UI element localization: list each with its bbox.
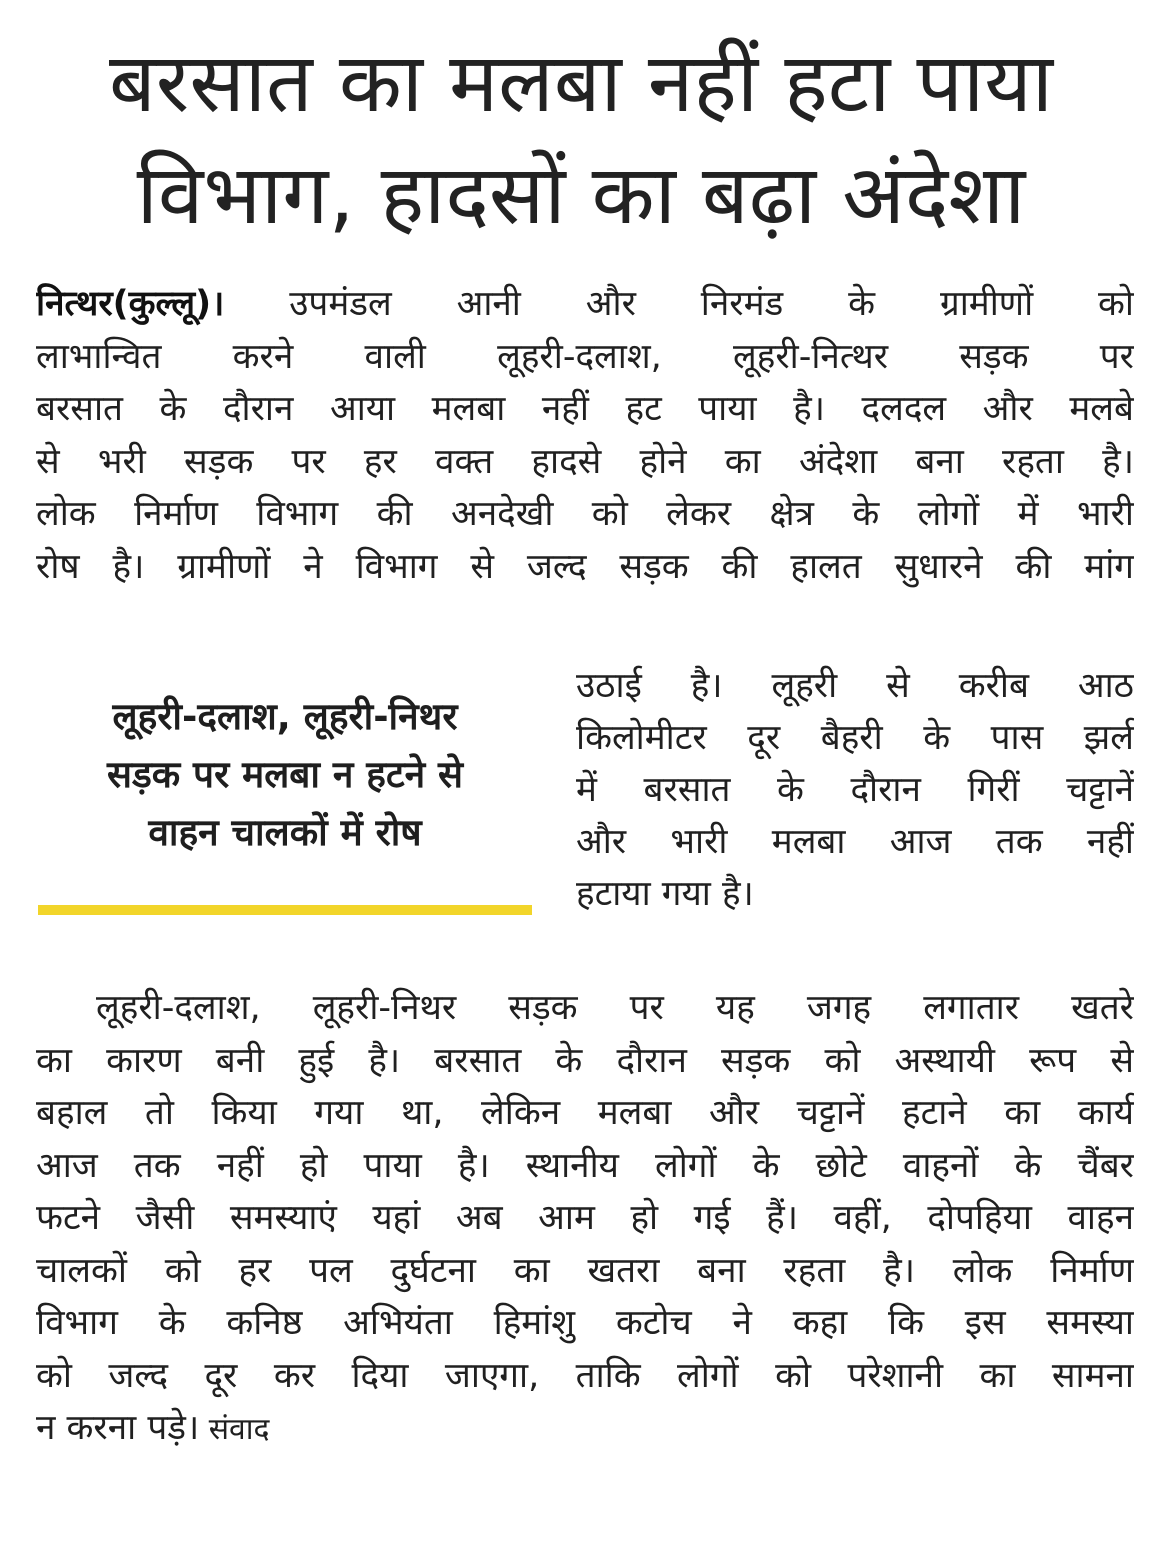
body-line: लोक निर्माण विभाग की अनदेखी को लेकर क्षेत्र के लोगों में भारी — [36, 494, 1134, 534]
pull-quote-line-1: लूहरी-दलाश, लूहरी-निथर — [112, 695, 458, 738]
body-line: रोष है। ग्रामीणों ने विभाग से जल्द सड़क की हालत सुधारने की मांग — [36, 546, 1134, 587]
body-line: बहाल तो किया गया था, लेकिन मलबा और चट्टानें हटाने का कार्य — [36, 1093, 1134, 1133]
pull-quote-line-3: वाहन चालकों में रोष — [148, 811, 422, 854]
pull-quote — [38, 688, 532, 862]
body-line: से भरी सड़क पर हर वक्त हादसे होने का अंदेशा बना रहता है। — [36, 441, 1134, 482]
body-line: लाभान्वित करने वाली लूहरी-दलाश, लूहरी-नित्थर सड़क पर — [36, 336, 1134, 377]
body-line: का कारण बनी हुई है। बरसात के दौरान सड़क को अस्थायी रूप से — [36, 1040, 1134, 1081]
body-line-text: न करना पड़े। — [36, 1408, 200, 1448]
headline-line-1: बरसात का मलबा नहीं हटा पाया — [108, 36, 1053, 131]
side-line: किलोमीटर दूर बैहरी के पास झर्ल — [576, 718, 1134, 758]
side-line: और भारी मलबा आज तक नहीं — [576, 822, 1134, 862]
headline — [40, 28, 1122, 252]
body-line — [36, 1402, 1134, 1455]
side-line: हटाया गया है। — [576, 874, 754, 914]
article-intro-paragraph — [36, 278, 1134, 593]
article-second-paragraph — [36, 982, 1134, 1455]
dateline: नित्थर(कुल्लू)। — [36, 284, 225, 324]
body-line: को जल्द दूर कर दिया जाएगा, ताकि लोगों को परेशानी का सामना — [36, 1355, 1134, 1396]
body-line: चालकों को हर पल दुर्घटना का खतरा बना रहता है। लोक निर्माण — [36, 1250, 1134, 1291]
headline-line-2: विभाग, हादसों का बढ़ा अंदेशा — [136, 148, 1026, 243]
body-line: फटने जैसी समस्याएं यहां अब आम हो गई हैं। वहीं, दोपहिया वाहन — [36, 1198, 1134, 1238]
side-line: उठाई है। लूहरी से करीब आठ — [576, 666, 1134, 706]
side-line: में बरसात के दौरान गिरीं चट्टानें — [576, 770, 1134, 810]
byline-credit: संवाद — [199, 1412, 270, 1447]
pull-quote-underline — [38, 905, 532, 915]
body-line: आज तक नहीं हो पाया है। स्थानीय लोगों के छोटे वाहनों के चैंबर — [36, 1145, 1134, 1186]
body-line — [36, 278, 1134, 331]
article-side-column — [576, 660, 1134, 920]
body-line-text: उपमंडल आनी और निरमंड के ग्रामीणों को — [224, 284, 1134, 324]
body-line: विभाग के कनिष्ठ अभियंता हिमांशु कटोच ने कहा कि इस समस्या — [36, 1303, 1134, 1343]
pull-quote-line-2: सड़क पर मलबा न हटने से — [106, 753, 464, 796]
body-line: लूहरी-दलाश, लूहरी-निथर सड़क पर यह जगह लगातार खतरे — [96, 988, 1134, 1028]
body-line: बरसात के दौरान आया मलबा नहीं हट पाया है। दलदल और मलबे — [36, 389, 1134, 429]
